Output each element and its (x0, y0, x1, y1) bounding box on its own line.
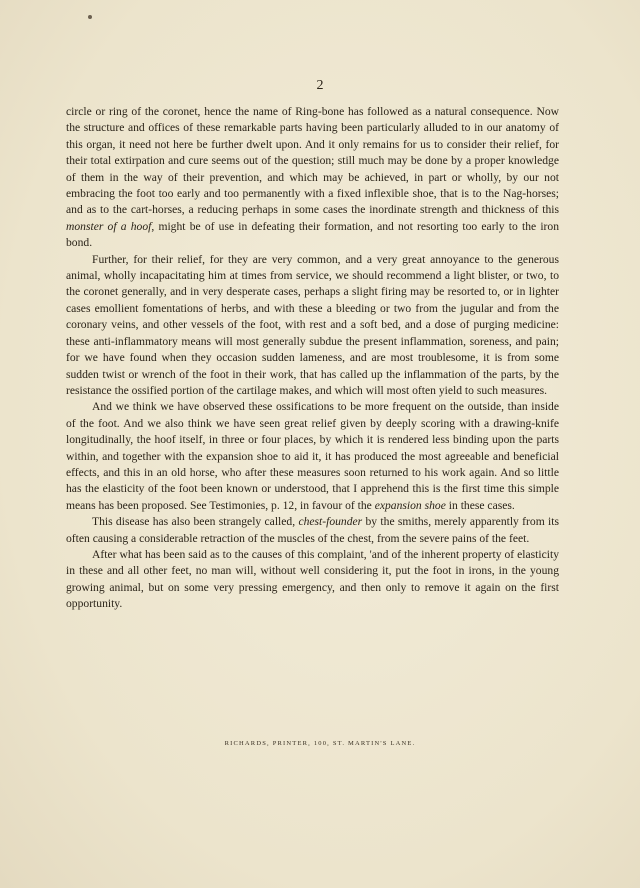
text-run: And we think we have observed these ossifications to be more frequent on the outside, than inside of the foot. And we also think we have seen great relief given by deeply scoring with a drawing-knife longitudinally, the hoof itself, in three or four places, by which it is rendered less binding upon the parts within, and together with the expansion shoe to aid it, it has produced the most agreeable and beneficial effects, and this in an old horse, who after these measures soon returned to his work again. And so little has the elasticity of the foot been known or understood, that I apprehend this is the first time this simple means has been proposed. See Testimonies, p. 12, in favour of the (66, 400, 559, 512)
text-run: circle or ring of the coronet, hence the name of Ring-bone has followed as a natural consequence. Now the structure and offices of these remarkable parts having been particularly alluded to in our anatomy of this organ, it need not here be further dwelt upon. And it only remains for us to consider their relief, for their total extirpation and cure seems out of the question; still much may be done by a proper knowledge of them in the way of their prevention, and which may be achieved, in part or wholly, by our not embracing the foot too early and too permanently with a fixed inflexible shoe, that is to the Nag-horses; and as to the cart-horses, a reducing perhaps in some cases the inordinate strength and thickness of this (66, 105, 559, 217)
ink-speck (88, 15, 92, 19)
text-run: in these cases. (445, 498, 515, 512)
paragraph (66, 547, 559, 613)
italic-phrase: chest-founder (298, 515, 363, 529)
text-run: , might be of use in defeating their formation, and not resorting too early to the iron bond. (66, 219, 559, 250)
paragraph (66, 399, 559, 514)
printer-colophon: RICHARDS, PRINTER, 100, ST. MARTIN'S LANE. (224, 740, 416, 747)
text-run: by the smiths, merely apparently from its often causing a considerable retraction of the muscles of the chest, from the severe pains of the feet. (66, 515, 559, 545)
page-number: 2 (316, 78, 324, 93)
italic-phrase: monster of a hoof (66, 219, 152, 233)
paragraph (66, 104, 559, 252)
body-text (66, 104, 559, 613)
paragraph (66, 514, 559, 547)
italic-phrase: expansion shoe (374, 498, 446, 512)
text-run: This disease has also been strangely called, (92, 515, 299, 529)
paragraph (66, 252, 559, 400)
text-run: After what has been said as to the causes of this complaint, 'and of the inherent property of elasticity in these and all other feet, no man will, without well considering it, put the foot in irons, in the young growing animal, but on some very pressing emergency, and then only to remove it again on the first opportunity. (66, 547, 559, 611)
text-run: Further, for their relief, for they are very common, and a very great annoyance to the generous animal, wholly incapacitating him at times from service, we should recommend a light blister, or two, to the coronet generally, and in very desperate cases, perhaps a slight firing may be resorted to, or in lighter cases emollient fomentations of herbs, and with these a bleeding or two from the jugular and from the coronary veins, and other vessels of the foot, with rest and a soft bed, and a dose of purging medicine: these anti-inflammatory means will most generally subdue the present inflammation, soreness, and pain; for we have found when they occasion sudden lameness, and are most troublesome, it is from some sudden twist or wrench of the foot in their work, that has called up the inflammation of the parts, by the resistance the ossified portion of the cartilage makes, and which will most often yield to such measures. (66, 252, 559, 397)
